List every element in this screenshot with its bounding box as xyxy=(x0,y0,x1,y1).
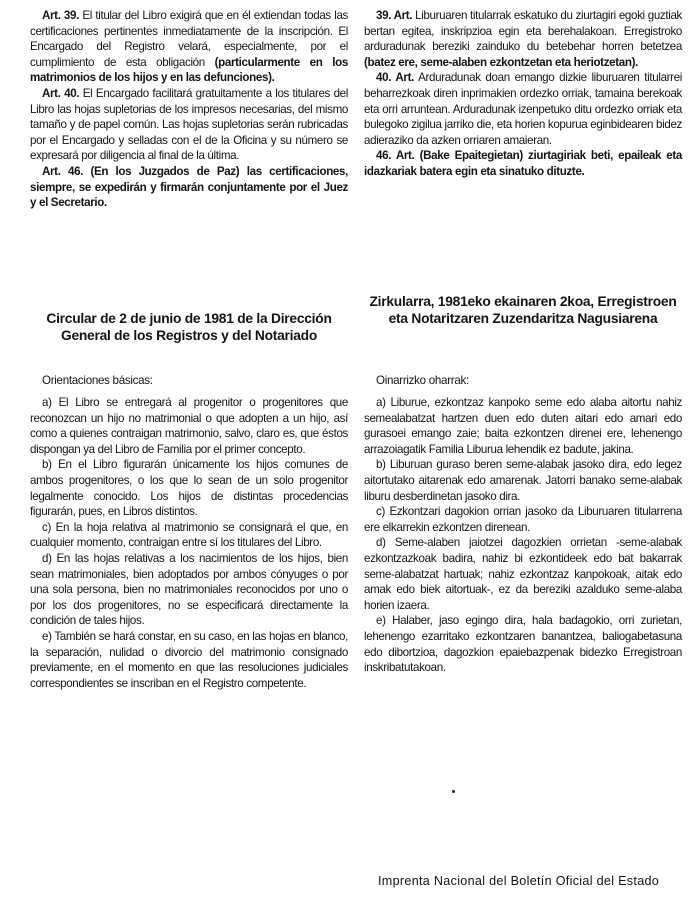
article-label: 39. Art. xyxy=(376,9,413,22)
list-item: c) En la hoja relativa al matrimonio se consignará el que, en cualquier momento, contraigan entre sí los titulares del Libro. xyxy=(30,520,348,550)
article-paragraph xyxy=(30,8,348,86)
subheading-right: Oinarrizko oharrak: xyxy=(376,374,469,387)
article-bold-text: (particularmente en los matrimonios de los hijos y en las defunciones). xyxy=(30,55,348,85)
list-item: b) Liburuan guraso beren seme-alabak jasoko dira, edo legez aitortutako aitarenak edo amarenak. Jatorri banako seme-alabak liburu desberdinetan jasoko dira. xyxy=(364,458,682,503)
article-label: 40. Art. xyxy=(376,71,414,85)
right-items xyxy=(364,395,682,676)
section-heading-left: Circular de 2 de junio de 1981 de la Dirección General de los Registros y del Notariado xyxy=(46,311,332,343)
article-paragraph xyxy=(30,164,348,211)
article-bold-text: (Bake Epaitegietan) ziurtagiriak beti, epaileak eta idazkariak batera egin eta sinatuko dituzte. xyxy=(364,149,682,178)
article-label: Art. 46. xyxy=(42,164,84,178)
article-paragraph xyxy=(364,148,682,179)
left-articles xyxy=(30,8,348,211)
list-item: d) En las hojas relativas a los nacimientos de los hijos, bien sean matrimoniales, bien adoptados por ambos cónyuges o por una sola persona, bien no matrimoniales reconocidos por uno o por los dos progenitores, no se especificará directamente la condición de tales hijos. xyxy=(30,551,348,628)
article-bold-text: (En los Juzgados de Paz) las certificaciones, siempre, se expedirán y firmarán conjuntamente por el Juez y el Secretario. xyxy=(30,164,349,210)
article-text: Arduradunak doan emango dizkie liburuaren titularrei beharrezkoak diren inprimakien ordezko orriak, tamaina berekoak eta orri arruntean. Arduradunak izenpetuko ditu ordezko orriak eta bulegoko zigilua jarriko die, eta horien kopurua eginbidearen bidez adieraziko da azken orriaren amaieran. xyxy=(364,71,683,147)
article-paragraph xyxy=(364,8,682,70)
list-item: e) Halaber, jaso egingo dira, hala badagokio, orri zurietan, lehenengo ezarritako ezkontzaren banantzea, baliogabetasuna edo dibortzioa, dagozkion epaiebazpenak bidezko Erregistroan inskribatutakoan. xyxy=(364,614,682,675)
article-paragraph xyxy=(30,86,348,164)
article-paragraph xyxy=(364,70,682,148)
list-item: e) También se hará constar, en su caso, en las hojas en blanco, la separación, nulidad o divorcio del matrimonio consignado previamente, en el momento en que las resoluciones judiciales correspondientes se inscriban en el Registro competente. xyxy=(30,629,348,690)
article-text: El titular del Libro exigirá que en él extiendan todas las certificaciones pertinentes inmediatamente de la inscripción. El Encargado del Registro velará, especialmente, por el cumplimiento de esta obligación xyxy=(30,9,348,69)
article-text: Liburuaren titularrak eskatuko du ziurtagiri egoki guztiak bertan egitea, inskripzioa egin eta berehalakoan. Erregistroko arduradunak bereziki zainduko du betebehar horren betetzea xyxy=(364,9,683,54)
article-bold-text: (batez ere, seme-alaben ezkontzetan eta heriotzetan). xyxy=(364,55,638,69)
article-label: Art. 39. xyxy=(42,9,79,22)
article-label: 46. Art. xyxy=(376,149,415,163)
printer-footer: Imprenta Nacional del Boletín Oficial del Estado xyxy=(378,874,660,888)
section-heading-right: Zirkularra, 1981eko ekainaren 2koa, Erregistroen eta Notaritzaren Zuzendaritza Nagusiarena xyxy=(369,294,677,326)
subheading-left: Orientaciones básicas: xyxy=(42,374,153,387)
stray-dot xyxy=(452,790,455,793)
list-item: a) Liburue, ezkontzaz kanpoko seme edo alaba aitortu nahiz semealabatzat hartzen duen edo duten aitari edo amari edo gurasoei emango zaie; baita ezkontzen direnei ere, lehenengo arrazoiagatik Familia Liburua lehendik ez badute, jakina. xyxy=(364,396,682,456)
list-item: a) El Libro se entregará al progenitor o progenitores que reconozcan un hijo no matrimonial o que adopten a un hijo, así como a quienes contraigan matrimonio, salvo, claro es, que éstos dispongan ya del Libro de Familia por el primer concepto. xyxy=(30,396,348,456)
article-text: El Encargado facilitará gratuitamente a los titulares del Libro las hojas supletorias de los impresos necesarias, del mismo tamaño y de papel común. Las hojas supletorias serán rubricadas por el Encargado y selladas con el de la Oficina y su número se expresará por diligencia al final de la última. xyxy=(30,86,348,163)
list-item: d) Seme-alaben jaiotzei dagozkien orrietan -seme-alabak ezkontzazkoak badira, nahiz bi ezkontideek edo bat bakarrak seme-alabatzat hartuak; nahiz ezkontzaz kanpokoak, aitak edo amak edo biek aitortuak-, ez da bereziki azalduko seme-alaba horien izaera. xyxy=(364,536,682,612)
right-articles xyxy=(364,8,682,180)
left-items xyxy=(30,395,348,691)
list-item: b) En el Libro figurarán únicamente los hijos comunes de ambos progenitores, o los que lo sean de un solo progenitor legalmente conocido. Los hijos de distintas procedencias figurarán, pues, en Libros distintos. xyxy=(30,458,348,519)
article-label: Art. 40. xyxy=(42,86,80,100)
list-item: c) Ezkontzari dagokion orrian jasoko da Liburuaren titularrena ere elkarrekin ezkontzen direnean. xyxy=(364,505,682,534)
